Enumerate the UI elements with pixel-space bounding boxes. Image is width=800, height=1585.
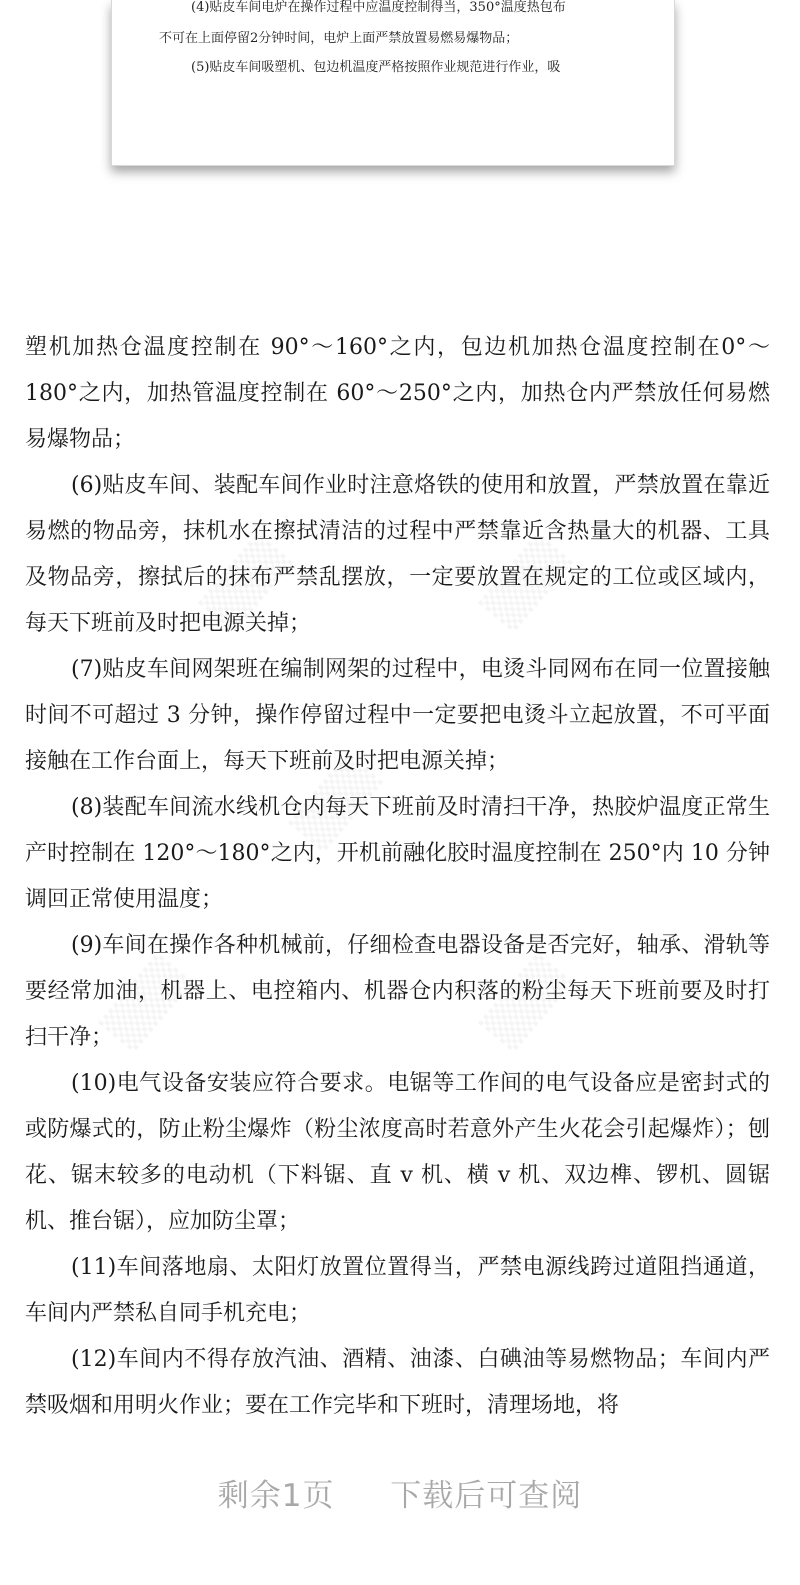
remaining-pages-label: 剩余1页 [217,1478,335,1514]
preview-line: (4)贴皮车间电炉在操作过程中应温度控制得当，350°温度热包布 [191,0,566,15]
paragraph: (8)装配车间流水线机仓内每天下班前及时清扫干净，热胶炉温度正常生产时控制在 120°～180°之内，开机前融化胶时温度控制在 250°内 10 分钟调回正常使用温度； [25,795,770,912]
paragraph: (10)电气设备安装应符合要求。电锯等工作间的电气设备应是密封式的或防爆式的，防止粉尘爆炸（粉尘浓度高时若意外产生火花会引起爆炸）；刨花、锯末较多的电动机（下料锯、直 v 机、横 v 机、双边榫、锣机、圆锯机、推台锯），应加防尘罩； [25,1071,770,1234]
download-to-view-label: 下载后可查阅 [390,1478,583,1514]
paragraph: (6)贴皮车间、装配车间作业时注意烙铁的使用和放置，严禁放置在靠近易燃的物品旁，抹机水在擦拭清洁的过程中严禁靠近含热量大的机器、工具及物品旁，擦拭后的抹布严禁乱摆放，一定要放置在规定的工位或区域内，每天下班前及时把电源关掉； [25,473,770,636]
preview-line: (5)贴皮车间吸塑机、包边机温度严格按照作业规范进行作业，吸 [191,60,561,75]
paragraph: (12)车间内不得存放汽油、酒精、油漆、白碘油等易燃物品；车间内严禁吸烟和用明火作业；要在工作完毕和下班时，清理场地，将 [25,1347,770,1418]
paragraph: (7)贴皮车间网架班在编制网架的过程中，电烫斗同网布在同一位置接触时间不可超过 3 分钟，操作停留过程中一定要把电烫斗立起放置，不可平面接触在工作台面上，每天下班前及时把电源关掉； [25,657,770,774]
watermark-icon: ▒▒▒ [478,952,574,1054]
watermark-icon: ▒▒▒ [478,532,574,634]
watermark-icon: ▒▒▒ [288,752,384,854]
download-prompt[interactable] [0,1470,800,1515]
document-body [25,325,770,1429]
watermark-icon: ▒▒▒ [98,952,194,1054]
paragraph: (9)车间在操作各种机械前，仔细检查电器设备是否完好，轴承、滑轨等要经常加油，机器上、电控箱内、机器仓内积落的粉尘每天下班前要及时打扫干净； [25,933,770,1050]
paragraph: 塑机加热仓温度控制在 90°～160°之内，包边机加热仓温度控制在0°～180°之内，加热管温度控制在 60°～250°之内，加热仓内严禁放任何易燃易爆物品； [25,335,770,452]
previous-page-preview [111,0,675,166]
preview-line: 不可在上面停留2分钟时间，电炉上面严禁放置易燃易爆物品； [159,31,519,46]
watermark-icon: ▒▒▒ [198,532,294,634]
paragraph: (11)车间落地扇、太阳灯放置位置得当，严禁电源线跨过道阻挡通道，车间内严禁私自同手机充电； [25,1255,770,1326]
